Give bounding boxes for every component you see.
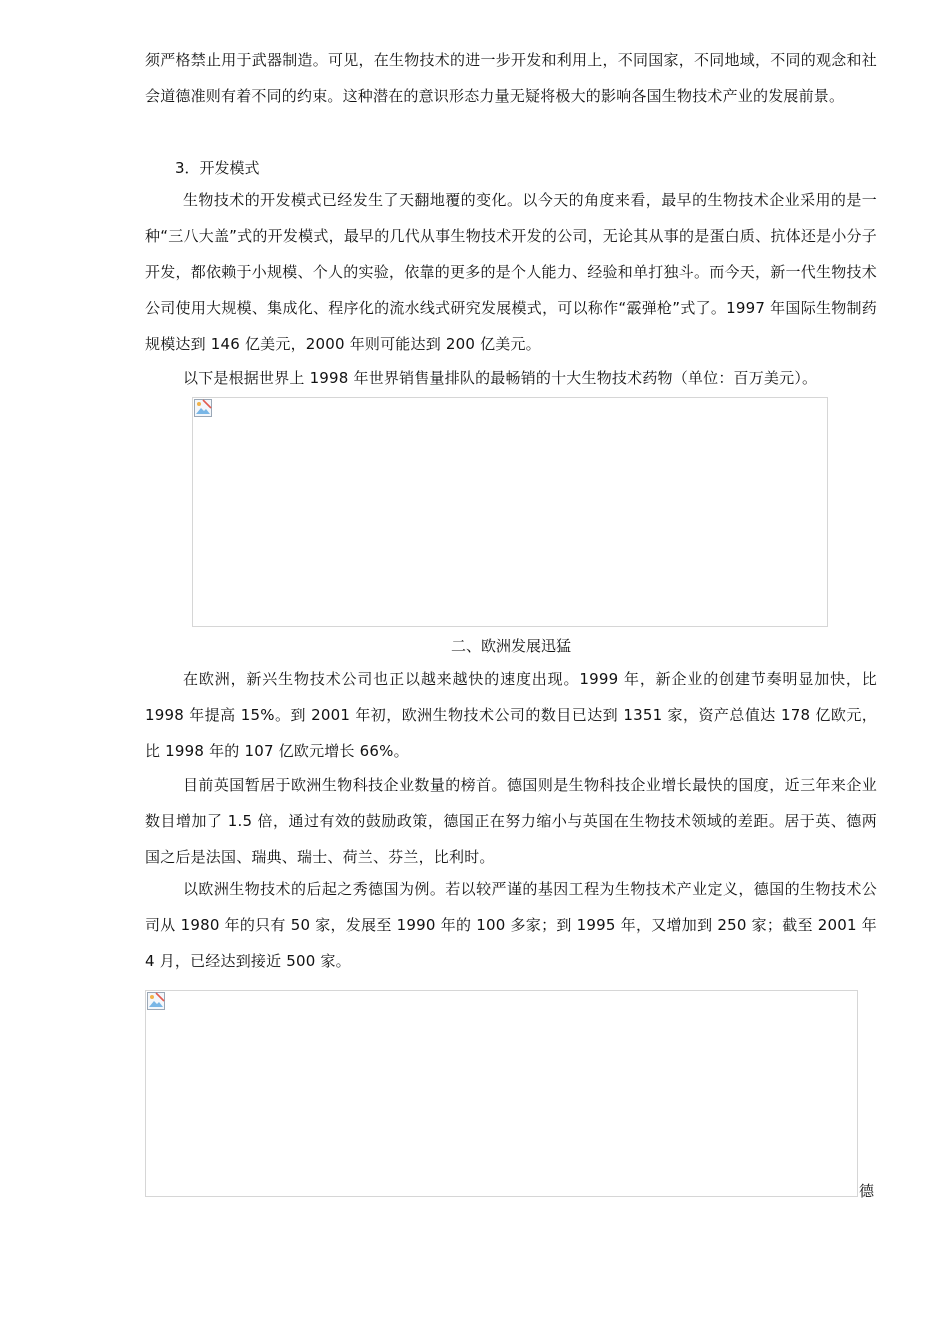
image-placeholder-top-drugs xyxy=(192,397,828,627)
paragraph-development-model: 生物技术的开发模式已经发生了天翻地覆的变化。以今天的角度来看，最早的生物技术企业采用的是一种“三八大盖”式的开发模式，最早的几代从事生物技术开发的公司，无论其从事的是蛋白质、抗体还是小分子开发，都依赖于小规模、个人的实验，依靠的更多的是个人能力、经验和单打独斗。而今天，新一代生物技术公司使用大规模、集成化、程序化的流水线式研究发展模式，可以称作“霰弹枪”式了。1997 年国际生物制药规模达到 146 亿美元，2000 年则可能达到 200 亿美元。 xyxy=(145,191,877,353)
broken-image-icon xyxy=(194,399,212,417)
paragraph-top-ten-drugs-intro: 以下是根据世界上 1998 年世界销售量排队的最畅销的十大生物技术药物（单位：百万美元）。 xyxy=(183,369,818,387)
image-placeholder-germany-chart xyxy=(145,990,858,1197)
broken-image-icon xyxy=(147,992,165,1010)
paragraph-germany-example: 以欧洲生物技术的后起之秀德国为例。若以较严谨的基因工程为生物技术产业定义，德国的生物技术公司从 1980 年的只有 50 家，发展至 1990 年的 100 多家；到 1995 年，又增加到 250 家；截至 2001 年 4 月，已经达到接近 500 家。 xyxy=(145,880,877,970)
section-title-europe: 二、欧洲发展迅猛 xyxy=(450,637,571,655)
trailing-text: 德 xyxy=(859,1182,875,1200)
paragraph-ethics-conclusion: 须严格禁止用于武器制造。可见，在生物技术的进一步开发和利用上，不同国家，不同地域，不同的观念和社会道德准则有着不同的约束。这种潜在的意识形态力量无疑将极大的影响各国生物技术产业的发展前景。 xyxy=(145,51,877,105)
paragraph-europe-growth: 在欧洲，新兴生物技术公司也正以越来越快的速度出现。1999 年，新企业的创建节奏明显加快，比 1998 年提高 15%。到 2001 年初，欧洲生物技术公司的数目已达到 1351 家，资产总值达 178 亿欧元，比 1998 年的 107 亿欧元增长 66%。 xyxy=(145,670,877,760)
heading-development-model: 3．开发模式 xyxy=(175,159,260,177)
paragraph-uk-germany: 目前英国暂居于欧洲生物科技企业数量的榜首。德国则是生物科技企业增长最快的国度，近三年来企业数目增加了 1.5 倍，通过有效的鼓励政策，德国正在努力缩小与英国在生物技术领域的差距。居于英、德两国之后是法国、瑞典、瑞士、荷兰、芬兰，比利时。 xyxy=(145,776,877,866)
